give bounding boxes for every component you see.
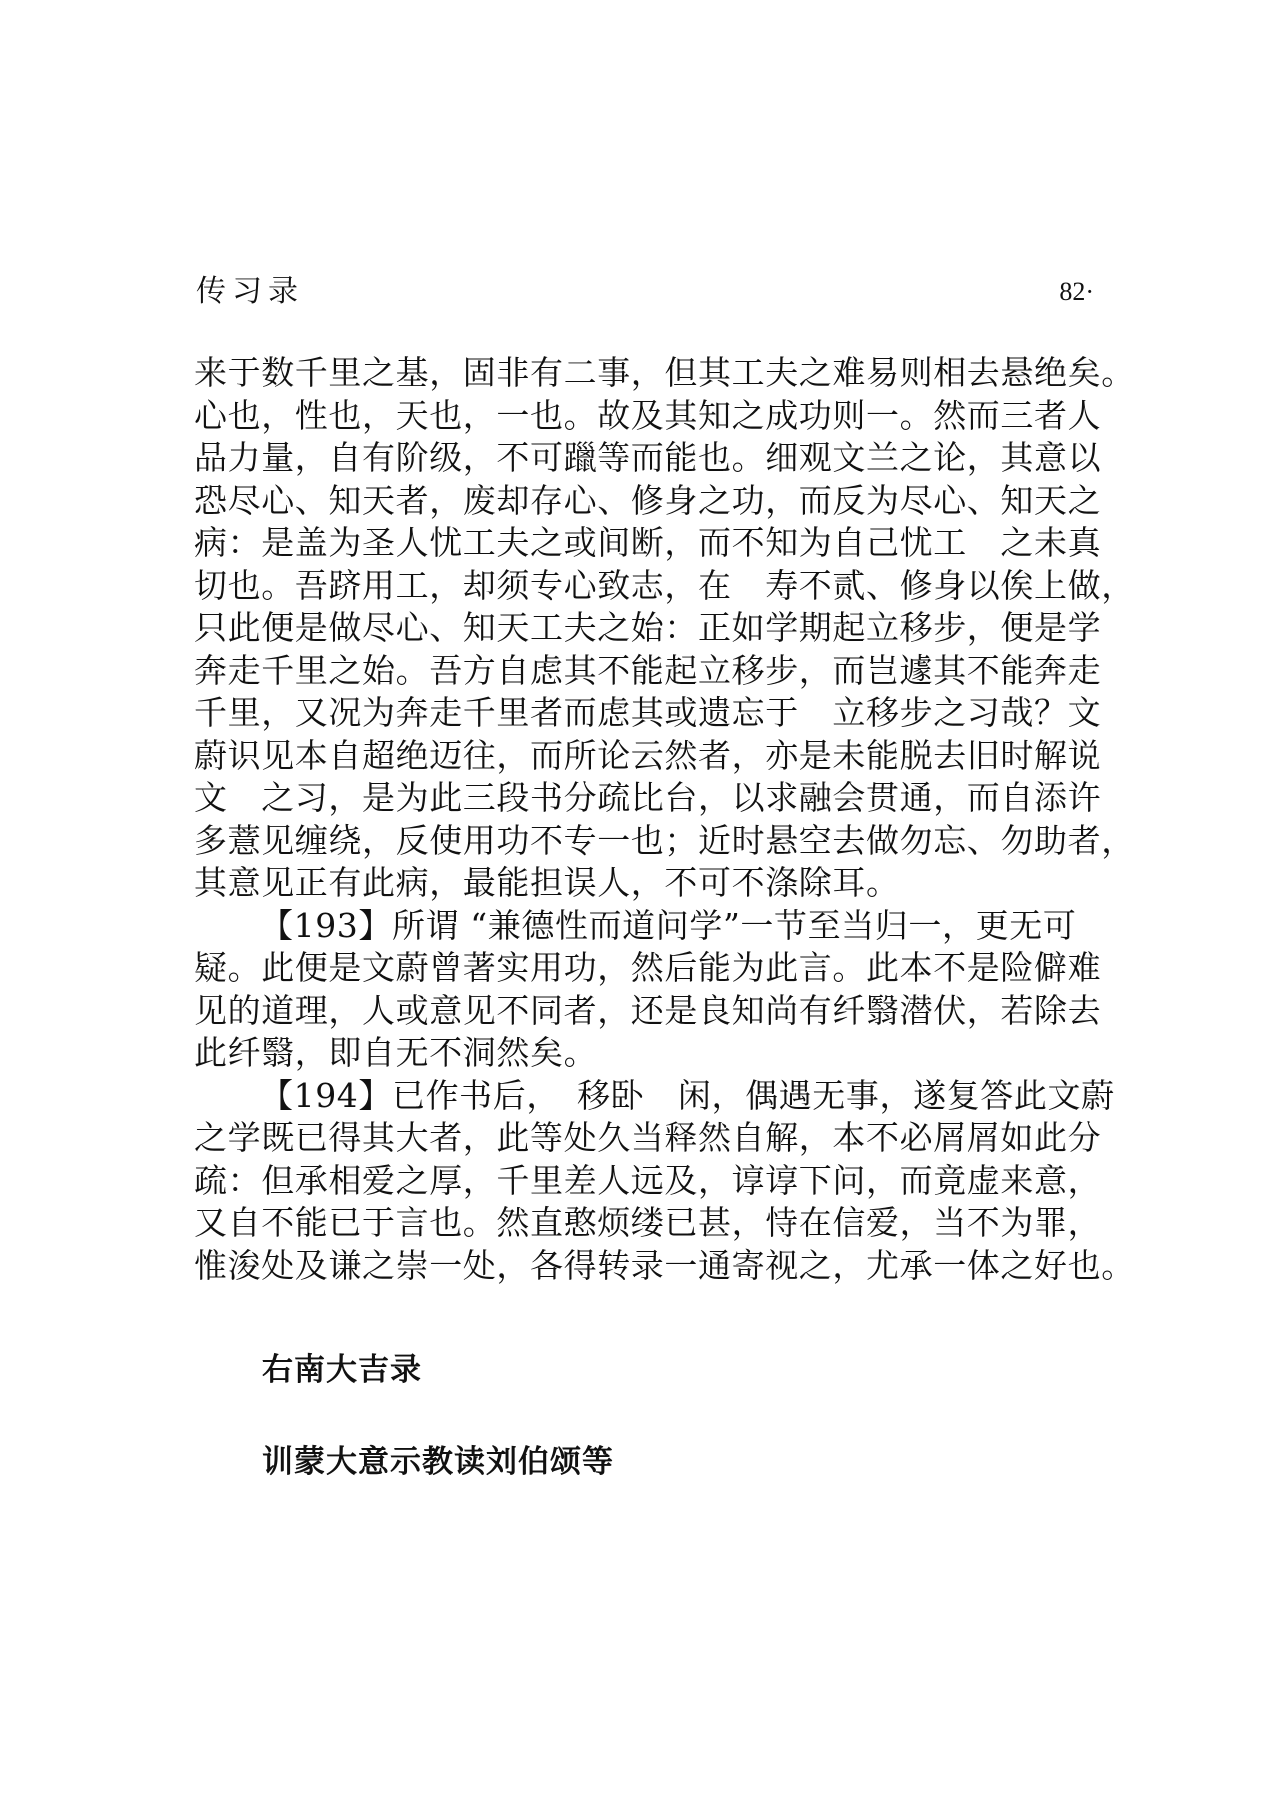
text-line: 来于数千里之基，固非有二事，但其工夫之难易则相去悬绝矣。 — [194, 353, 1135, 392]
text-line: 疏：但承相爱之厚，千里差人远及，谆谆下问，而竟虚来意， — [194, 1160, 1102, 1200]
section-title-nan-daji: 右南大吉录 — [262, 1352, 422, 1388]
text-line: 恐尽心、知天者，废却存心、修身之功，而反为尽心、知天之 — [194, 480, 1102, 520]
text-line: 切也。吾跻用工，却须专心致志，在 寿不贰、修身以俟上做， — [194, 565, 1135, 605]
paragraph-194-start: 【194】已作书后， 移卧 闲，偶遇无事，遂复答此文蔚 — [260, 1075, 1115, 1115]
text-line: 其意见正有此病，最能担误人，不可不涤除耳。 — [194, 863, 900, 902]
text-line: 心也，性也，天也，一也。故及其知之成功则一。然而三者人 — [194, 395, 1102, 435]
text-line: 见的道理，人或意见不同者，还是良知尚有纤翳潜伏，若除去 — [194, 990, 1102, 1030]
text-line: 之学既已得其大者，此等处久当释然自解，本不必屑屑如此分 — [194, 1118, 1102, 1157]
text-line: 奔走千里之始。吾方自虑其不能起立移步，而岂遽其不能奔走 — [194, 650, 1102, 690]
text-line: 惟浚处及谦之崇一处，各得转录一通寄视之，尤承一体之好也。 — [194, 1245, 1135, 1285]
text-line: 蔚识见本自超绝迈往，而所论云然者，亦是未能脱去旧时解说 — [194, 735, 1102, 775]
page-number: 82· — [1059, 277, 1094, 306]
text-line: 疑。此便是文蔚曾著实用功，然后能为此言。此本不是险僻难 — [194, 948, 1102, 987]
section-title-xunmeng: 训蒙大意示教读刘伯颂等 — [262, 1444, 614, 1480]
text-line: 多薏见缠绕，反使用功不专一也；近时悬空去做勿忘、勿助者， — [194, 820, 1135, 860]
body-text — [194, 352, 1135, 1287]
book-title: 传习录 — [196, 274, 304, 309]
text-line: 文 之习，是为此三段书分疏比台，以求融会贯通，而自添许 — [194, 778, 1102, 817]
page-header — [196, 272, 1094, 312]
text-line: 病：是盖为圣人忧工夫之或间断，而不知为自己忧工 之未真 — [194, 523, 1102, 562]
text-line: 千里，又况为奔走千里者而虑其或遗忘于 立移步之习哉？文 — [194, 693, 1102, 732]
text-line: 又自不能已于言也。然直憨烦缕已甚，恃在信爱，当不为罪， — [194, 1203, 1102, 1242]
paragraph-193-start: 【193】所谓 “兼德性而道问学”一节至当归一，更无可 — [260, 905, 1077, 945]
text-line: 此纤翳，即自无不洞然矣。 — [194, 1033, 598, 1072]
text-line: 品力量，自有阶级，不可躐等而能也。细观文兰之论，其意以 — [194, 438, 1102, 477]
text-line: 只此便是做尽心、知天工夫之始：正如学期起立移步，便是学 — [194, 608, 1102, 647]
